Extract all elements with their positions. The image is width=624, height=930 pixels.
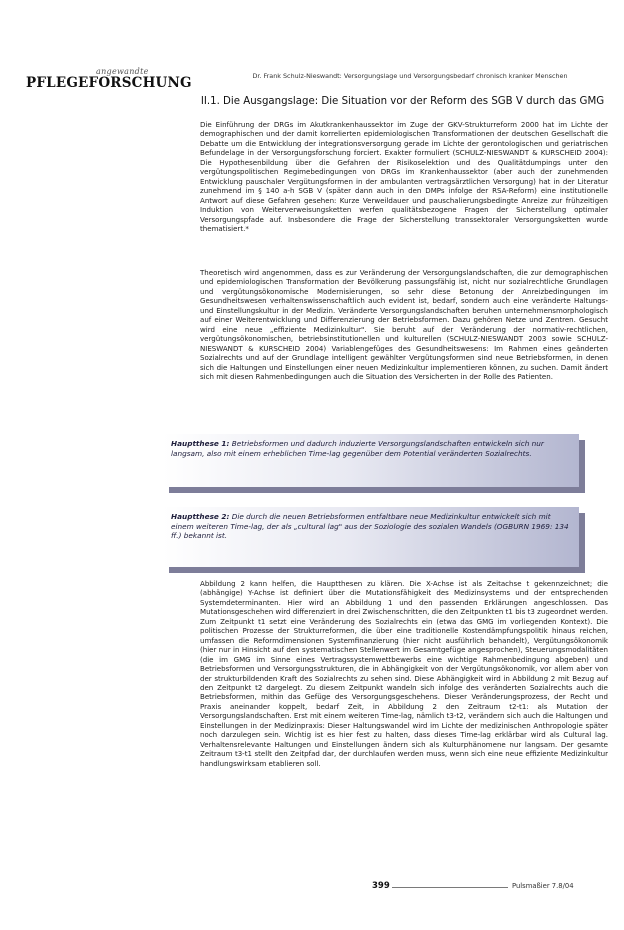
journal-logo (26, 67, 192, 92)
issue-label: Pulsmaßier 7.8/04 (512, 882, 574, 890)
section-title: II.1. Die Ausgangslage: Die Situation vor der Reform des SGB V durch das GMG (200, 96, 605, 107)
running-head: Dr. Frank Schulz-Nieswandt: Versorgungslage und Versorgungsbedarf chronisch kranker Menschen (252, 72, 568, 80)
body-paragraph-1: Die Einführung der DRGs im Akutkrankenhaussektor im Zuge der GKV-Strukturreform 2000 hat im Lichte der demographischen und der damit korrelierten epidemiologischen Transformationen der deutschen Gesellschaft die Debatte um die Entwicklung der integrationsversorgung gerade im Lichte der gerontologischen und geriatrischen Befundelage in der Versorgungsforschung forciert. Exakter formuliert (SCHULZ-NIESWANDT & KURSCHEID 2004): Die Hypothesenbildung über die Gefahren der Risikoselektion und des Qualitätdumpings unter den vergütungspolitischen Regimebedingungen von DRGs im Krankenhaussektor (aber auch der zunehmenden Entwicklung pauschaler Vergütungsformen in der ambulanten vertragsärztlichen Versorgung) hat in der Literatur zunehmend im § 140 a-h SGB V (später dann auch in den DMPs infolge der RSA-Reform) eine institutionelle Antwort auf diese Gefahren gesehen: Kurze Verweildauer und pauschalierungsbedingte Anreize zur frühzeitigen Induktion von Weiterverweisungsketten werfen qualitätsbezogene Fragen der Sicherstellung optimaler Versorgungspfade auf. Insbesondere die Frage der Sicherstellung transsektoraler Versorgungsketten wurde thematisiert.* (200, 120, 608, 233)
thesis-box-2 (163, 507, 579, 567)
thesis-box-1 (163, 434, 579, 487)
thesis-label: Hauptthese 1: (171, 439, 230, 448)
footer-divider (392, 887, 508, 888)
page-number: 399 (372, 881, 390, 891)
thesis-label: Hauptthese 2: (171, 512, 230, 521)
thesis-text: Die durch die neuen Betriebsformen entfaltbare neue Medizinkultur entwickelt sich mit einem weiteren Time-lag, der als „cultural lag" aus der Soziologie des sozialen Wandels (OGBURN 1969: 134 ff.) bekannt ist. (171, 512, 569, 541)
logo-subtitle: angewandte (96, 67, 149, 76)
thesis-text: Betriebsformen und dadurch induzierte Versorgungslandschaften entwickeln sich nur langsam, also mit einem erheblichen Time-lag gegenüber dem Potential veränderten Sozialrechts. (171, 439, 544, 458)
logo-title: PFLEGEFORSCHUNG (26, 75, 192, 91)
body-paragraph-3: Abbildung 2 kann helfen, die Hauptthesen zu klären. Die X-Achse ist als Zeitachse t gekennzeichnet; die (abhängige) Y-Achse ist definiert über die Mutationsfähigkeit des Medizinsystems und der entsprechenden Systemdeterminanten. Hier wird an Abbildung 1 und den passenden Erklärungen angeschlossen. Das Mutationsgeschehen wird differenziert in drei Zwischenschritten, die den Zeitpunkten t1 bis t3 zugeordnet werden. Zum Zeitpunkt t1 setzt eine Veränderung des Sozialrechts ein (etwa das GMG im vorliegenden Kontext). Die politischen Prozesse der Strukturreformen, die über eine traditionelle Kostendämpfungspolitik hinaus reichen, umfassen die Reformdimensionen Systemfinanzierung (hier nicht ausführlich behandelt), Vergütungsökonomik (hier nur in Hinsicht auf den systematischen Stellenwert im Gesamtgefüge angesprochen), Steuerungsmodalitäten (die im GMG im Sinne eines Vertragssystemwettbewerbs eine wichtige Rahmenbedingung abgeben) und Betriebsformen und Versorgungsstrukturen, die in Abhängigkeit von der Vergütungsökonomik, vor allem aber von der strukturbildenden Kraft des Sozialrechts zu sehen sind. Diese Abhängigkeit wird in Abbildung 2 mit Bezug auf den Zeitpunkt t2 dargelegt. Zu diesem Zeitpunkt wandeln sich infolge des veränderten Sozialrechts auch die Betriebsformen, mithin das Gefüge des Versorgungsgeschehens. Dieser Veränderungsprozess, der Recht und Praxis aneinander koppelt, bedarf Zeit, in Abbildung 2 den Zeitraum t2-t1: als Mutation der Versorgungslandschaften. Erst mit einem weiteren Time-lag, nämlich t3-t2, verändern sich auch die Haltungen und Einstellungen in der Medizinpraxis: Dieser Haltungswandel wird im Lichte der medizinischen Anthropologie später noch darzulegen sein. Wichtig ist es hier fest zu halten, dass dieses Time-lag erklärbar wird als Cultural lag. Verhaltensrelevante Haltungen und Einstellungen ändern sich als Kulturphänomene nur langsam. Der gesamte Zeitraum t3-t1 stellt den Zeitpfad dar, der durchlaufen werden muss, wenn sich eine neue effiziente Medizinkultur handlungswirksam etablieren soll. (200, 579, 608, 768)
body-paragraph-2: Theoretisch wird angenommen, dass es zur Veränderung der Versorgungslandschaften, die zur demographischen und epidemiologischen Transformation der Bevölkerung passungsfähig ist, nicht nur sozialrechtliche Grundlagen und vergütungsökonomische Modernisierungen, so sehr diese Betonung der Anreizbedingungen im Gesundheitswesen verhaltenswissenschaftlich auch evident ist, bedarf, sondern auch eine veränderte Haltungs- und Einstellungskultur in der Medizin. Veränderte Versorgungslandschaften beruhen unternehmensmorphologisch auf einer Weiterentwicklung und Differenzierung der Betriebsformen. Dazu gehören Netze und Zentren. Gesucht wird eine neue „effiziente Medizinkultur". Sie beruht auf der Veränderung der normativ-rechtlichen, vergütungsökonomischen, betriebsinstitutionellen und kulturellen (SCHULZ-NIESWANDT 2003 sowie SCHULZ-NIESWANDT & KURSCHEID 2004) Variablengefüges des Gesundheitswesens: Im Rahmen eines geänderten Sozialrechts und auf der Grundlage intelligent gewählter Vergütungsformen sind neue Betriebsformen, in denen sich die Haltungen und Einstellungen einer neuen Medizinkultur implementieren können, zu suchen. Damit ändert sich mit diesen Rahmenbedingungen auch die Situation des Versicherten in der Rolle des Patienten. (200, 268, 608, 381)
